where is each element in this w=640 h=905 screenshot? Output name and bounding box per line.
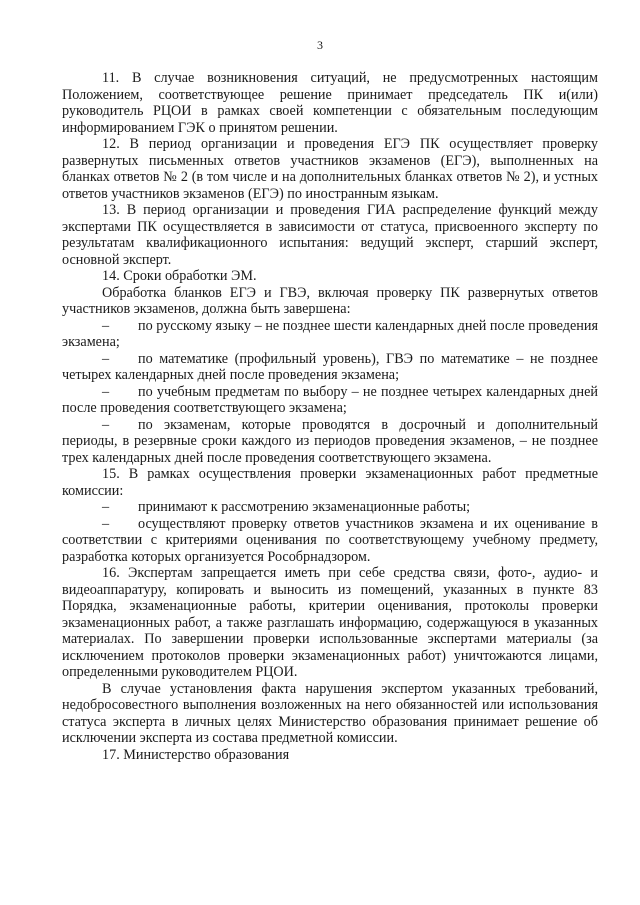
dash-marker: – [102,416,110,433]
dash-marker: – [102,499,110,515]
list-item [62,499,598,516]
paragraph-17: 17. Министерство образования [102,746,290,763]
paragraph-14-heading: 14. Сроки обработки ЭМ. [102,268,257,284]
list-item-text: по экзаменам, которые проводятся в досрочный и дополнительный периоды, в резервные сроки каждого из периодов проведения экзаменов, – не позднее трех календарных дней после проведения соответствующего экзамена. [62,416,598,466]
dash-marker: – [102,317,110,334]
list-item [62,384,598,417]
paragraph-13: 13. В период организации и проведения ГИА распределение функций между экспертами ПК осуществляется в зависимости от статуса, присвоенного эксперту по результатам квалификационного испытания: ведущий эксперт, старший эксперт, основной эксперт. [62,202,598,268]
list-item-text: по учебным предметам по выбору – не позднее четырех календарных дней после проведения соответствующего экзамена; [62,383,598,416]
list-item-text: по математике (профильный уровень), ГВЭ по математике – не позднее четырех календарных дней после проведения экзамена; [62,350,598,383]
document-body [62,70,598,763]
list-item-text: по русскому языку – не позднее шести календарных дней после проведения экзамена; [62,317,598,350]
dash-marker: – [102,515,110,532]
paragraph-14-intro: Обработка бланков ЕГЭ и ГВЭ, включая проверку ПК развернутых ответов участников экзаменов, должна быть завершена: [62,284,598,317]
list-item [62,417,598,467]
list-item-text: принимают к рассмотрению экзаменационные работы; [138,499,471,515]
page-number: 3 [317,38,323,52]
list-item [62,516,598,566]
paragraph-11: 11. В случае возникновения ситуаций, не предусмотренных настоящим Положением, соответствующее решение принимает председатель ПК и(или) руководитель РЦОИ в рамках своей компетенции с обязательным последующим информированием ГЭК о принятом решении. [62,70,598,136]
paragraph-15: 15. В рамках осуществления проверки экзаменационных работ предметные комиссии: [62,466,598,499]
paragraph-16: 16. Экспертам запрещается иметь при себе средства связи, фото-, аудио- и видеоаппаратуру, копировать и выносить из помещений, указанных в пункте 83 Порядка, экзаменационные работы, критерии оценивания, протоколы проверки экзаменационных работ, а также разглашать информацию, содержащуюся в указанных материалах. По завершении проверки использованные экспертами материалы (за исключением протоколов проверки экзаменационных работ) уничтожаются лицами, определенными руководителем РЦОИ. [62,565,598,680]
paragraph-12: 12. В период организации и проведения ЕГЭ ПК осуществляет проверку развернутых письменных ответов участников экзаменов (ЕГЭ), выполненных на бланках ответов № 2 (в том числе и на дополнительных бланках ответов № 2), и устных ответов участников экзаменов (ЕГЭ) по иностранным языкам. [62,136,598,202]
paragraph-16-continuation: В случае установления факта нарушения экспертом указанных требований, недобросовестного выполнения возложенных на него обязанностей или использования статуса эксперта в личных целях Министерство образования принимает решение об исключении эксперта из состава предметной комиссии. [62,680,598,746]
dash-marker: – [102,350,110,367]
list-item [62,318,598,351]
list-item [62,351,598,384]
dash-marker: – [102,383,110,400]
list-item-text: осуществляют проверку ответов участников экзамена и их оценивание в соответствии с критериями оценивания по соответствующему учебному предмету, разработка которых организуется Рособрнадзором. [62,515,598,565]
